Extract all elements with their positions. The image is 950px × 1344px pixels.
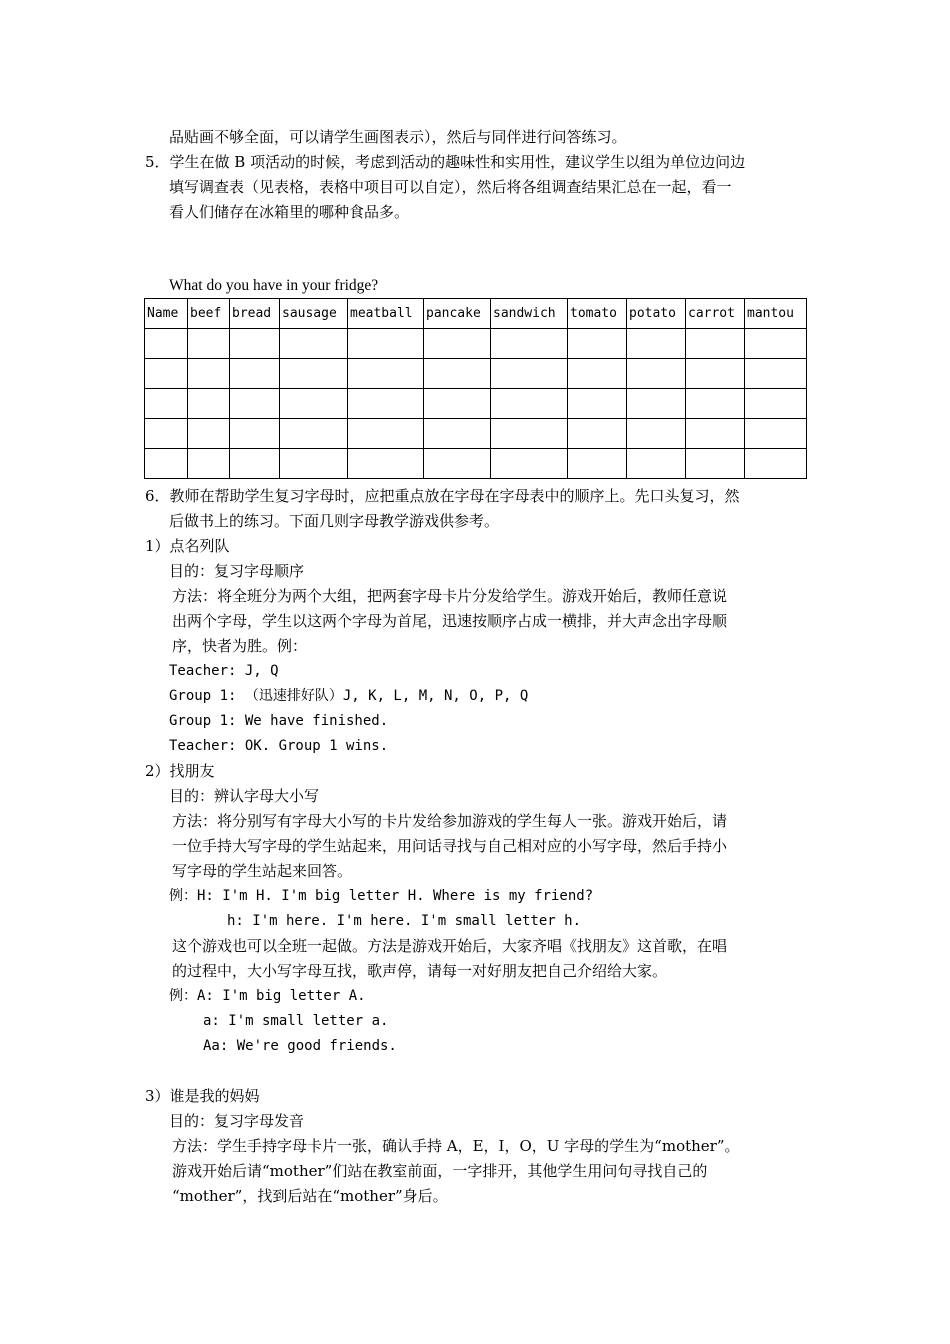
table-cell (348, 359, 424, 389)
game-1-method-line-1: 方法：将全班分为两个大组，把两套字母卡片分发给学生。游戏开始后，教师任意说 (172, 587, 728, 605)
game-2-example-4: a: I'm small letter a. (203, 1013, 389, 1029)
game-1-example-3: Group 1: We have finished. (169, 713, 389, 729)
table-cell (348, 389, 424, 419)
paragraph-6-line-2: 后做书上的练习。下面几则字母教学游戏供参考。 (169, 512, 500, 530)
table-cell (627, 389, 686, 419)
header-cell-name: Name (145, 299, 188, 329)
table-cell (230, 359, 280, 389)
table-cell (568, 329, 627, 359)
game-2-goal: 目的：辨认字母大小写 (169, 787, 320, 805)
game-3-method-line-3: “mother”，找到后站在“mother”身后。 (172, 1187, 448, 1205)
table-cell (348, 419, 424, 449)
table-header-row (145, 299, 807, 329)
table-cell (145, 419, 188, 449)
table-cell (745, 419, 807, 449)
table-cell (491, 419, 568, 449)
paragraph-4-continuation: 品贴画不够全面，可以请学生画图表示），然后与同伴进行问答练习。 (169, 128, 627, 146)
header-cell-mantou: mantou (745, 299, 807, 329)
table-cell (627, 419, 686, 449)
table-cell (627, 359, 686, 389)
table-cell (280, 449, 348, 479)
table-cell (348, 449, 424, 479)
table-cell (491, 329, 568, 359)
table-cell (145, 389, 188, 419)
table-cell (627, 449, 686, 479)
table-cell (280, 329, 348, 359)
game-2-example-3: 例：A: I'm big letter A. (169, 988, 366, 1004)
table-cell (424, 359, 491, 389)
table-cell (686, 389, 745, 419)
fridge-survey-table (144, 298, 807, 479)
table-cell (491, 449, 568, 479)
header-cell-potato: potato (627, 299, 686, 329)
header-cell-tomato: tomato (568, 299, 627, 329)
table-cell (686, 329, 745, 359)
table-cell (280, 389, 348, 419)
paragraph-5-line-2: 填写调查表（见表格，表格中项目可以自定），然后将各组调查结果汇总在一起，看一 (169, 178, 732, 196)
table-cell (188, 389, 230, 419)
paragraph-6-line-1: 6．教师在帮助学生复习字母时，应把重点放在字母在字母表中的顺序上。先口头复习，然 (145, 487, 740, 505)
game-3-method-line-1: 方法：学生手持字母卡片一张，确认手持 A，E，I，O，U 字母的学生为“mother”。 (172, 1137, 740, 1155)
table-row (145, 389, 807, 419)
table-cell (568, 359, 627, 389)
table-cell (230, 389, 280, 419)
table-cell (745, 449, 807, 479)
table-cell (568, 389, 627, 419)
game-1-example-4: Teacher: OK. Group 1 wins. (169, 738, 389, 754)
table-cell (568, 419, 627, 449)
table-cell (491, 359, 568, 389)
header-cell-sandwich: sandwich (491, 299, 568, 329)
table-cell (280, 419, 348, 449)
game-2-note-line-2: 的过程中，大小写字母互找，歌声停，请每一对好朋友把自己介绍给大家。 (172, 962, 668, 980)
game-1-goal: 目的：复习字母顺序 (169, 562, 305, 580)
game-2-method-line-3: 写字母的学生站起来回答。 (172, 862, 353, 880)
table-cell (745, 359, 807, 389)
table-cell (188, 359, 230, 389)
game-2-example-1: 例：H: I'm H. I'm big letter H. Where is my friend? (169, 888, 594, 904)
table-row (145, 329, 807, 359)
table-cell (686, 359, 745, 389)
game-2-method-line-1: 方法：将分别写有字母大小写的卡片发给参加游戏的学生每人一张。游戏开始后，请 (172, 812, 728, 830)
table-row (145, 449, 807, 479)
game-2-method-line-2: 一位手持大写字母的学生站起来，用问话寻找与自己相对应的小写字母，然后手持小 (172, 837, 728, 855)
game-2-example-2: h: I'm here. I'm here. I'm small letter h. (227, 913, 582, 929)
table-cell (424, 329, 491, 359)
table-cell (424, 419, 491, 449)
table-cell (145, 449, 188, 479)
table-title: What do you have in your fridge? (169, 277, 379, 294)
header-cell-meatball: meatball (348, 299, 424, 329)
game-2-example-5: Aa: We're good friends. (203, 1038, 397, 1054)
table-cell (686, 449, 745, 479)
paragraph-5-line-1: 5．学生在做 B 项活动的时候，考虑到活动的趣味性和实用性，建议学生以组为单位边问边 (145, 153, 746, 171)
header-cell-pancake: pancake (424, 299, 491, 329)
table-cell (424, 449, 491, 479)
table-cell (627, 329, 686, 359)
table-cell (188, 449, 230, 479)
game-1-title: 1）点名列队 (145, 537, 230, 555)
table-row (145, 359, 807, 389)
game-3-method-line-2: 游戏开始后请“mother”们站在教室前面，一字排开，其他学生用问句寻找自己的 (172, 1162, 708, 1180)
table-cell (145, 329, 188, 359)
table-cell (568, 449, 627, 479)
table-cell (424, 389, 491, 419)
header-cell-beef: beef (188, 299, 230, 329)
table-row (145, 419, 807, 449)
header-cell-carrot: carrot (686, 299, 745, 329)
table-cell (686, 419, 745, 449)
table-cell (188, 419, 230, 449)
table-cell (745, 329, 807, 359)
table-cell (230, 329, 280, 359)
table-cell (230, 419, 280, 449)
game-1-example-2: Group 1: （迅速排好队）J, K, L, M, N, O, P, Q (169, 688, 529, 704)
header-cell-sausage: sausage (280, 299, 348, 329)
game-2-title: 2）找朋友 (145, 762, 215, 780)
game-1-example-1: Teacher: J, Q (169, 663, 279, 679)
table-cell (145, 359, 188, 389)
table-cell (745, 389, 807, 419)
game-3-title: 3）谁是我的妈妈 (145, 1087, 260, 1105)
header-cell-bread: bread (230, 299, 280, 329)
paragraph-5-line-3: 看人们储存在冰箱里的哪种食品多。 (169, 203, 410, 221)
table-cell (230, 449, 280, 479)
game-1-method-line-3: 序，快者为胜。例： (172, 637, 308, 655)
table-cell (188, 329, 230, 359)
table-cell (491, 389, 568, 419)
game-1-method-line-2: 出两个字母，学生以这两个字母为首尾，迅速按顺序占成一横排，并大声念出字母顺 (172, 612, 728, 630)
table-cell (280, 359, 348, 389)
table-cell (348, 329, 424, 359)
game-2-note-line-1: 这个游戏也可以全班一起做。方法是游戏开始后，大家齐唱《找朋友》这首歌，在唱 (172, 937, 728, 955)
game-3-goal: 目的：复习字母发音 (169, 1112, 305, 1130)
